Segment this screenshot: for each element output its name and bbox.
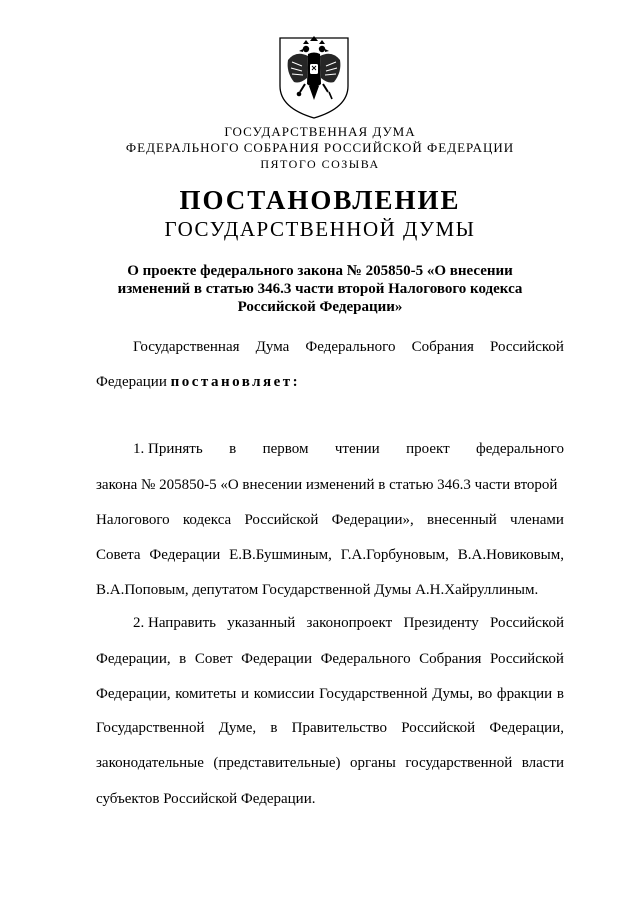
word: Совет xyxy=(194,651,233,667)
word: Федерального xyxy=(320,651,411,667)
word: комиссии xyxy=(253,686,315,702)
double-headed-eagle-icon xyxy=(274,34,354,120)
word: законопроект xyxy=(306,615,393,631)
word: в xyxy=(179,651,187,667)
word: Правительство xyxy=(291,720,388,736)
word: в xyxy=(229,441,237,457)
word: чтении xyxy=(334,441,380,457)
document-subtitle: ГОСУДАРСТВЕННОЙ ДУМЫ xyxy=(164,217,476,241)
item1-line-5: В.А.Поповым, депутатом Государственной Думы А.Н.Хайруллиным. xyxy=(96,582,539,598)
word: 1. Принять xyxy=(133,441,203,457)
word: Думы, xyxy=(432,686,474,702)
preamble-prefix: Федерации xyxy=(96,374,171,390)
word: Государственной xyxy=(319,686,428,702)
subject-line-1: О проекте федерального закона № 205850-5 «О внесении xyxy=(127,263,513,279)
header-line-1: ГОСУДАРСТВЕННАЯ ДУМА xyxy=(224,124,416,139)
word: во xyxy=(477,686,493,702)
word: фракции xyxy=(496,686,553,702)
word: В.А.Новиковым, xyxy=(457,547,564,563)
subject-line-3: Российской Федерации» xyxy=(237,299,403,315)
subject-line-2: изменений в статью 346.3 части второй Налогового кодекса xyxy=(117,281,523,297)
word: первом xyxy=(262,441,309,457)
item1-line-2: закона № 205850-5 «О внесении изменений в статью 346.3 части второй xyxy=(96,477,558,493)
item1-line-3 xyxy=(96,511,564,529)
word: Российской xyxy=(490,615,564,631)
word: членами xyxy=(510,512,564,528)
word: Дума xyxy=(255,339,290,355)
word: власти xyxy=(521,755,564,771)
item2-line-6: субъектов Российской Федерации. xyxy=(96,791,316,807)
word: и xyxy=(241,686,250,702)
item2-line-5 xyxy=(96,754,564,772)
word: Российской xyxy=(490,651,564,667)
word: Г.А.Горбуновым, xyxy=(340,547,449,563)
word: законодательные xyxy=(96,755,204,771)
item2-line-2 xyxy=(96,650,564,668)
word: Российской xyxy=(244,512,319,528)
word: Российской xyxy=(401,720,476,736)
word: Федерального xyxy=(305,339,396,355)
word: Федерации, xyxy=(96,651,171,667)
word: Государственной xyxy=(96,720,205,736)
word: Совета xyxy=(96,547,141,563)
preamble-emphasis: постановляет: xyxy=(170,374,301,390)
word: проект xyxy=(406,441,450,457)
word: (представительные) xyxy=(213,755,341,771)
word: Собрания xyxy=(419,651,482,667)
word: 2. Направить xyxy=(133,615,216,631)
word: Федерации», xyxy=(331,512,414,528)
header-line-3: ПЯТОГО СОЗЫВА xyxy=(260,157,380,171)
word: внесенный xyxy=(426,512,497,528)
header-line-2: ФЕДЕРАЛЬНОГО СОБРАНИЯ РОССИЙСКОЙ ФЕДЕРАЦИИ xyxy=(125,140,515,155)
word: Президенту xyxy=(403,615,479,631)
word: Е.В.Бушминым, xyxy=(229,547,332,563)
word: в xyxy=(270,720,278,736)
word: Думе, xyxy=(218,720,257,736)
document-title: ПОСТАНОВЛЕНИЕ xyxy=(179,185,461,215)
item1-line-1 xyxy=(133,440,564,458)
word: кодекса xyxy=(182,512,232,528)
item1-line-4 xyxy=(96,546,564,564)
item2-line-4 xyxy=(96,719,564,737)
item2-line-1 xyxy=(133,614,564,632)
document-subject xyxy=(110,262,530,316)
word: указанный xyxy=(227,615,296,631)
word: государственной xyxy=(405,755,513,771)
word: Федерации, xyxy=(96,686,171,702)
word: Собрания xyxy=(411,339,474,355)
emblem xyxy=(274,34,354,120)
word: Федерации xyxy=(149,547,221,563)
word: комитеты xyxy=(175,686,237,702)
word: органы xyxy=(349,755,396,771)
word: Российской xyxy=(490,339,564,355)
word: в xyxy=(556,686,564,702)
preamble-line-2 xyxy=(96,373,300,391)
word: Налогового xyxy=(96,512,170,528)
preamble-line-1 xyxy=(133,338,564,356)
word: Государственная xyxy=(133,339,240,355)
item2-line-3 xyxy=(96,685,564,703)
word: Федерации, xyxy=(489,720,564,736)
word: федерального xyxy=(476,441,564,457)
word: Федерации xyxy=(241,651,312,667)
